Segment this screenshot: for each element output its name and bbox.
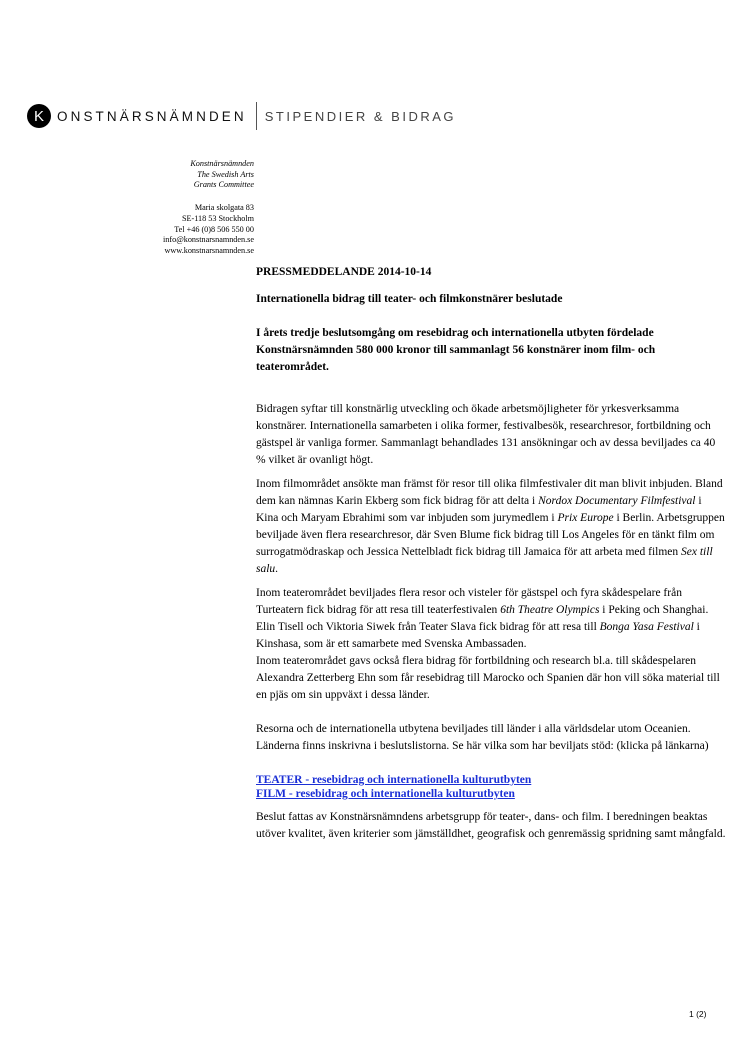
teater-decision-link[interactable]: TEATER - resebidrag och internationella kulturutbyten bbox=[256, 774, 532, 786]
paragraph-film: Inom filmområdet ansökte man främst för resor till olika filmfestivaler dit man blivit inbjuden. Bland dem kan nämnas Karin Ekberg som fick bidrag för att delta i Nordox Documentary Filmfestival i Kina och Maryam Ebrahimi som var inbjuden som jurymedlem i Prix Europe i Berlin. Arbetsgruppen beviljade även flera researchresor, där Sven Blume fick bidrag till Los Angeles för en tänkt film om surrogatmödraskap och Jessica Nettelbladt fick bidrag till Jamaica för att arbeta med filmen Sex till salu. bbox=[256, 478, 725, 575]
paragraph-purpose: Bidragen syftar till konstnärlig utveckling och ökade arbetsmöjligheter för yrkesverksamma konstnärer. Internationella samarbeten i olika former, festivalbesök, researchresor, fortbildning och gästspel är vanliga former. Sammanlagt behandlades 131 ansökningar och av dessa beviljades ca 40 % vilket är ovanligt högt. bbox=[256, 403, 716, 466]
sender-org-line: Grants Committee bbox=[193, 180, 254, 190]
sender-phone: Tel +46 (0)8 506 550 00 bbox=[174, 224, 254, 234]
festival-name: Bonga Yasa Festival bbox=[599, 621, 694, 633]
sender-org-line: The Swedish Arts bbox=[197, 169, 254, 179]
page-number: 1 (2) bbox=[689, 1009, 707, 1019]
paragraph-countries: Resorna och de internationella utbytena beviljades till länder i alla världsdelar utom Oceanien. Länderna finns inskrivna i beslutslistorna. Se här vilka som har beviljats stöd: (klicka på länkarna) bbox=[256, 723, 709, 752]
logo-tagline: STIPENDIER & BIDRAG bbox=[264, 108, 457, 124]
film-title: Sex till salu bbox=[256, 546, 713, 575]
paragraph-closing: Beslut fattas av Konstnärsnämndens arbetsgrupp för teater-, dans- och film. I beredningen beaktas utöver kvalitet, även kriterier som jämställdhet, geografisk och genremässig spridning samt mångfald. bbox=[256, 811, 726, 840]
sender-block bbox=[163, 159, 254, 257]
festival-name: Prix Europe bbox=[557, 512, 614, 524]
press-release-body bbox=[256, 264, 726, 843]
lead-paragraph: I årets tredje beslutsomgång om resebidrag och internationella utbyten fördelade Konstnärsnämnden 580 000 kronor till sammanlagt 56 konstnärer inom film- och teaterområdet. bbox=[256, 327, 656, 373]
logo bbox=[27, 101, 456, 131]
paragraph-theatre: Inom teaterområdet beviljades flera resor och visteler för gästspel och fyra skådespelare från Turteatern fick bidrag för att resa till teaterfestivalen 6th Theatre Olympics i Peking och Shanghai. Elin Tisell och Viktoria Siwek från Teater Slava fick bidrag för att resa till Bonga Yasa Festival i Kinshasa, som är ett samarbete med Svenska Ambassaden. bbox=[256, 587, 709, 650]
festival-name: 6th Theatre Olympics bbox=[500, 604, 600, 616]
headline: Internationella bidrag till teater- och filmkonstnärer beslutade bbox=[256, 293, 563, 305]
festival-name: Nordox Documentary Filmfestival bbox=[538, 495, 696, 507]
sender-address-line: SE-118 53 Stockholm bbox=[181, 213, 254, 223]
sender-org-line: Konstnärsnämnden bbox=[190, 159, 254, 168]
logo-divider bbox=[256, 102, 257, 130]
paragraph-theatre-research: Inom teaterområdet gavs också flera bidrag för fortbildning och research bl.a. till skådespelaren Alexandra Zetterberg Ehn som får resebidrag till Marocko och Spanien där hon vill söka material till en pjäs om sin uppväxt i dessa länder. bbox=[256, 655, 720, 701]
film-decision-link[interactable]: FILM - resebidrag och internationella kulturutbyten bbox=[256, 788, 515, 800]
sender-address-line: Maria skolgata 83 bbox=[194, 203, 254, 213]
press-release-label: PRESSMEDDELANDE 2014-10-14 bbox=[256, 266, 432, 278]
sender-email: info@konstnarsnamnden.se bbox=[163, 235, 254, 245]
logo-org-name: ONSTNÄRSNÄMNDEN bbox=[57, 108, 247, 124]
logo-k-circle: K bbox=[27, 104, 51, 128]
sender-website: www.konstnarsnamnden.se bbox=[164, 245, 254, 255]
decision-links bbox=[256, 773, 726, 801]
